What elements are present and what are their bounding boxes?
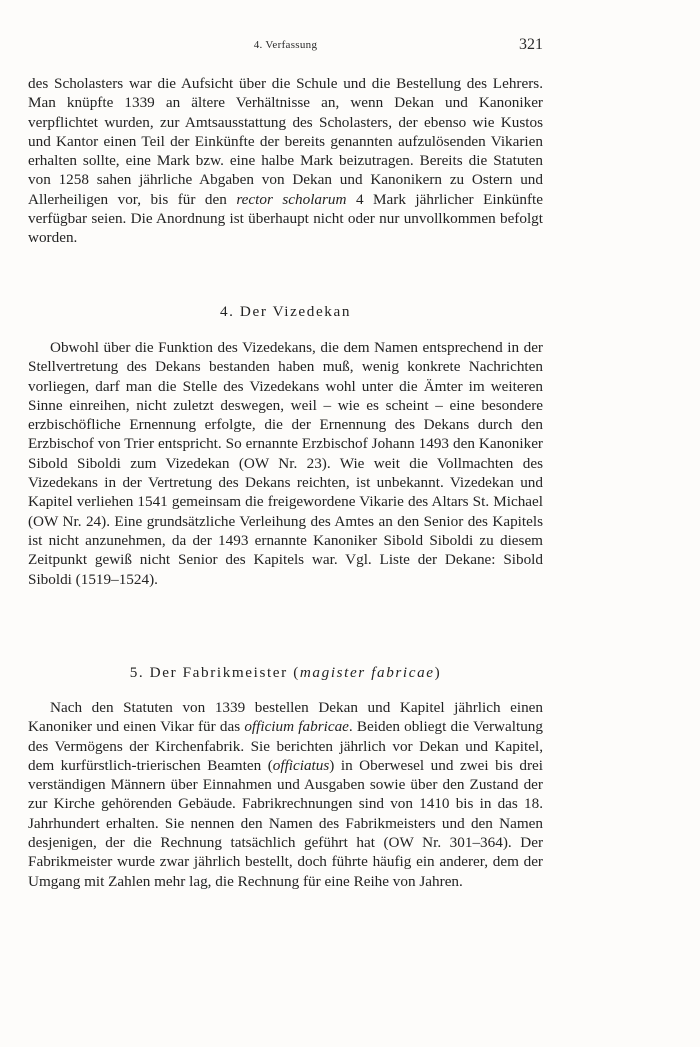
running-title: 4. Verfassung <box>253 39 318 51</box>
paragraph-text: des Scholasters war die Aufsicht über die Schule und die Bestellung des Lehrers. Man knüpfte 1339 an ältere Verhältnisse an, wenn Dekan und Kanoniker verpflichtet wurden, zur Amtsausstattung des Scholasters, der ebenso wie Kustos und Kantor einen Teil der Einkünfte der bereits genannten aufzulösenden Vikarien erhalten sollte, eine Mark bzw. eine halbe Mark beizutragen. Bereits die Statuten von 1258 sahen jährliche Abgaben von Dekan und Kanonikern zu Ostern und Allerheiligen vor, bis für den <box>28 75 543 208</box>
heading-italic-term: magister fabricae <box>299 664 435 681</box>
section-heading-vizedekan: 4. Der Vizedekan <box>219 303 352 320</box>
paragraph-fabrikmeister <box>28 698 543 891</box>
paragraph-vizedekan <box>28 338 543 589</box>
paragraph-italic-term: officiatus <box>272 756 330 774</box>
section-heading-fabrikmeister <box>28 664 543 682</box>
paragraph-text: Obwohl über die Funktion des Vizedekans, die dem Namen entsprechend in der Stellvertretung des Dekans bestanden haben muß, wenig konkrete Nachrichten vorliegen, darf man die Stelle des Vizedekans wohl unter die Ämter im weiteren Sinne einreihen, nicht zuletzt deswegen, weil – wie es scheint – eine besondere erzbischöfliche Ernennung erfolgte, die der Ernennung des Dekans durch den Erzbischof von Trier entspricht. So ernannte Erzbischof Johann 1493 den Kanoniker Sibold Siboldi zum Vizedekan (OW Nr. 23). Wie weit die Vollmachten des Vizedekans in der Vertretung des Dekans reichten, ist unbekannt. Vizedekan und Kapitel verliehen 1541 gemeinsam die freigewordene Vikarie des Altars St. Michael (OW Nr. 24). Eine grundsätzliche Verleihung des Amtes an den Senior des Kapitels ist nicht anzunehmen, da der 1493 ernannte Kanoniker Sibold Siboldi zu diesem Zeitpunkt gewiß nicht Senior des Kapitels war. Vgl. Liste der Dekane: Sibold Siboldi (1519–1524). <box>28 339 543 588</box>
paragraph-text: Nach den Statuten von 1339 bestellen Dekan und Kapitel jährlich einen Kanoniker und einen Vikar für das <box>28 699 543 736</box>
page-number: 321 <box>519 36 543 53</box>
heading-close-paren: ) <box>434 664 442 681</box>
paragraph-text-continued: 4 Mark jährlicher Einkünfte verfügbar seien. Die Anordnung ist überhaupt nicht oder nur unvollkommen befolgt worden. <box>28 190 543 247</box>
paragraph-scholaster <box>28 74 543 248</box>
paragraph-text-continued: ) in Oberwesel und zwei bis drei verständigen Männern über Einnahmen und Ausgaben sowie über den Zustand der zur Kirche gehörenden Gebäude. Fabrikrechnungen sind von 1410 bis in das 18. Jahrhundert erhalten. Sie nennen den Namen des Fabrikmeisters und den Namen desjenigen, der die Rechnung tatsächlich geführt hat (OW Nr. 301–364). Der Fabrikmeister wurde zwar jährlich bestellt, doch führte häufig ein anderer, dem der Umgang mit Zahlen mehr lag, die Rechnung für eine Reihe von Jahren. <box>28 756 543 890</box>
heading-text: 5. Der Fabrikmeister ( <box>129 664 300 681</box>
running-header <box>28 36 543 56</box>
paragraph-text-continued: . Beiden obliegt die Verwaltung des Vermögens der Kirchenfabrik. Sie berichten jährlich vor Dekan und Kapitel, dem kurfürstlich-trierischen Beamten ( <box>28 718 543 774</box>
paragraph-italic-term: rector scholarum <box>236 190 347 208</box>
paragraph-italic-term: officium fabricae <box>244 718 349 736</box>
